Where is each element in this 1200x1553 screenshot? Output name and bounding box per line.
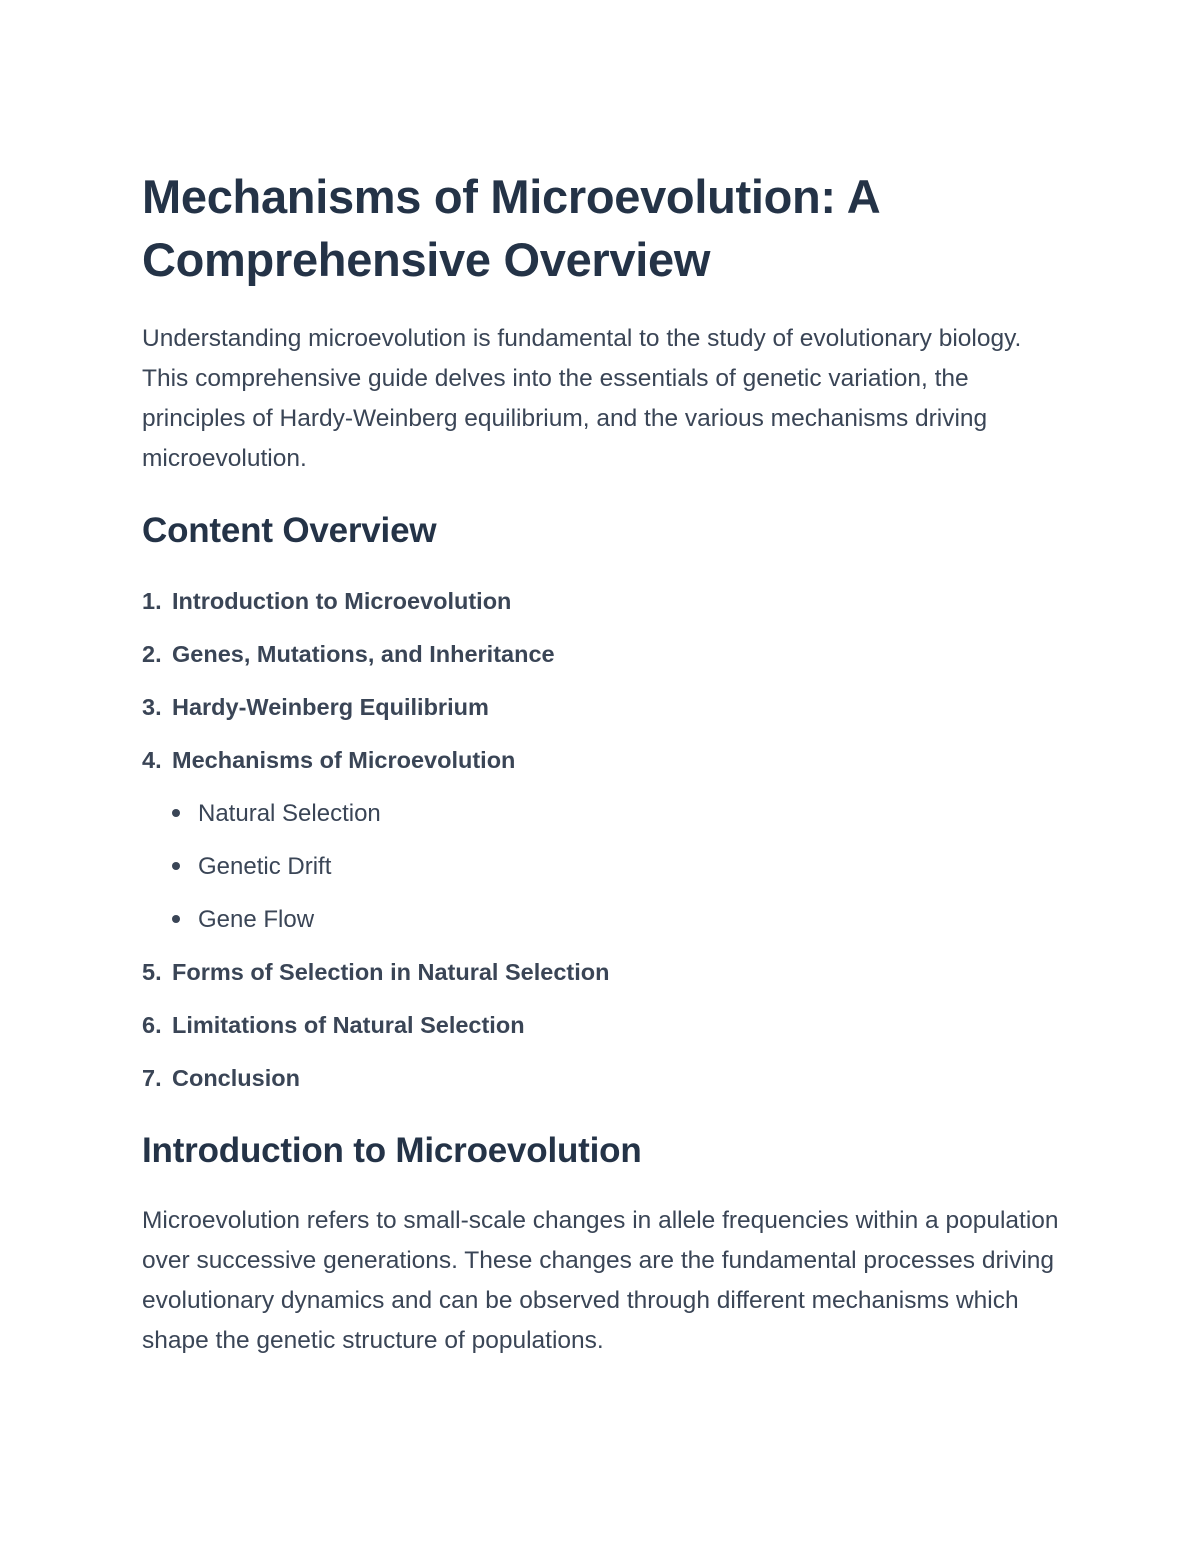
toc-subitem-label: Gene Flow	[198, 906, 315, 933]
toc-item-number: 2.	[142, 641, 162, 667]
toc-item-mechanisms	[142, 734, 1062, 946]
toc-item-label: Conclusion	[172, 1065, 300, 1091]
toc-subitem-label: Natural Selection	[198, 800, 381, 827]
toc-item-forms-of-selection	[142, 946, 1062, 999]
bullet-icon	[172, 915, 180, 923]
content-overview-list	[142, 575, 1062, 1105]
toc-item-hardy-weinberg	[142, 681, 1062, 734]
toc-subitem-gene-flow	[142, 893, 1062, 946]
toc-subitem-genetic-drift	[142, 840, 1062, 893]
toc-subitem-natural-selection	[142, 787, 1062, 840]
document-page	[142, 165, 1062, 1361]
toc-item-number: 4.	[142, 747, 162, 773]
toc-item-limitations	[142, 999, 1062, 1052]
toc-item-label: Mechanisms of Microevolution	[172, 747, 516, 773]
section-paragraph-introduction: Microevolution refers to small-scale changes in allele frequencies within a population over successive generations. These changes are the fundamental processes driving evolutionary dynamics and can be observed through different mechanisms which shape the genetic structure of populations.	[142, 1207, 1059, 1354]
toc-item-number: 5.	[142, 959, 162, 985]
toc-item-conclusion	[142, 1052, 1062, 1105]
toc-item-number: 7.	[142, 1065, 162, 1091]
toc-item-label: Genes, Mutations, and Inheritance	[172, 641, 555, 667]
bullet-icon	[172, 809, 180, 817]
bullet-icon	[172, 862, 180, 870]
content-overview-heading: Content Overview	[142, 511, 437, 550]
toc-item-genes	[142, 628, 1062, 681]
section-heading-introduction: Introduction to Microevolution	[142, 1131, 642, 1170]
toc-item-number: 3.	[142, 694, 162, 720]
toc-subitem-label: Genetic Drift	[198, 853, 332, 880]
toc-item-label: Forms of Selection in Natural Selection	[172, 959, 610, 985]
page-title: Mechanisms of Microevolution: A Comprehensive Overview	[142, 170, 879, 286]
intro-paragraph: Understanding microevolution is fundamental to the study of evolutionary biology. This comprehensive guide delves into the essentials of genetic variation, the principles of Hardy-Weinberg equilibrium, and the various mechanisms driving microevolution.	[142, 325, 1022, 472]
toc-item-label: Introduction to Microevolution	[172, 588, 512, 614]
toc-item-number: 6.	[142, 1012, 162, 1038]
toc-sublist	[142, 787, 1062, 946]
toc-item-introduction	[142, 575, 1062, 628]
toc-item-label: Limitations of Natural Selection	[172, 1012, 525, 1038]
toc-item-number: 1.	[142, 588, 162, 614]
toc-item-label: Hardy-Weinberg Equilibrium	[172, 694, 489, 720]
